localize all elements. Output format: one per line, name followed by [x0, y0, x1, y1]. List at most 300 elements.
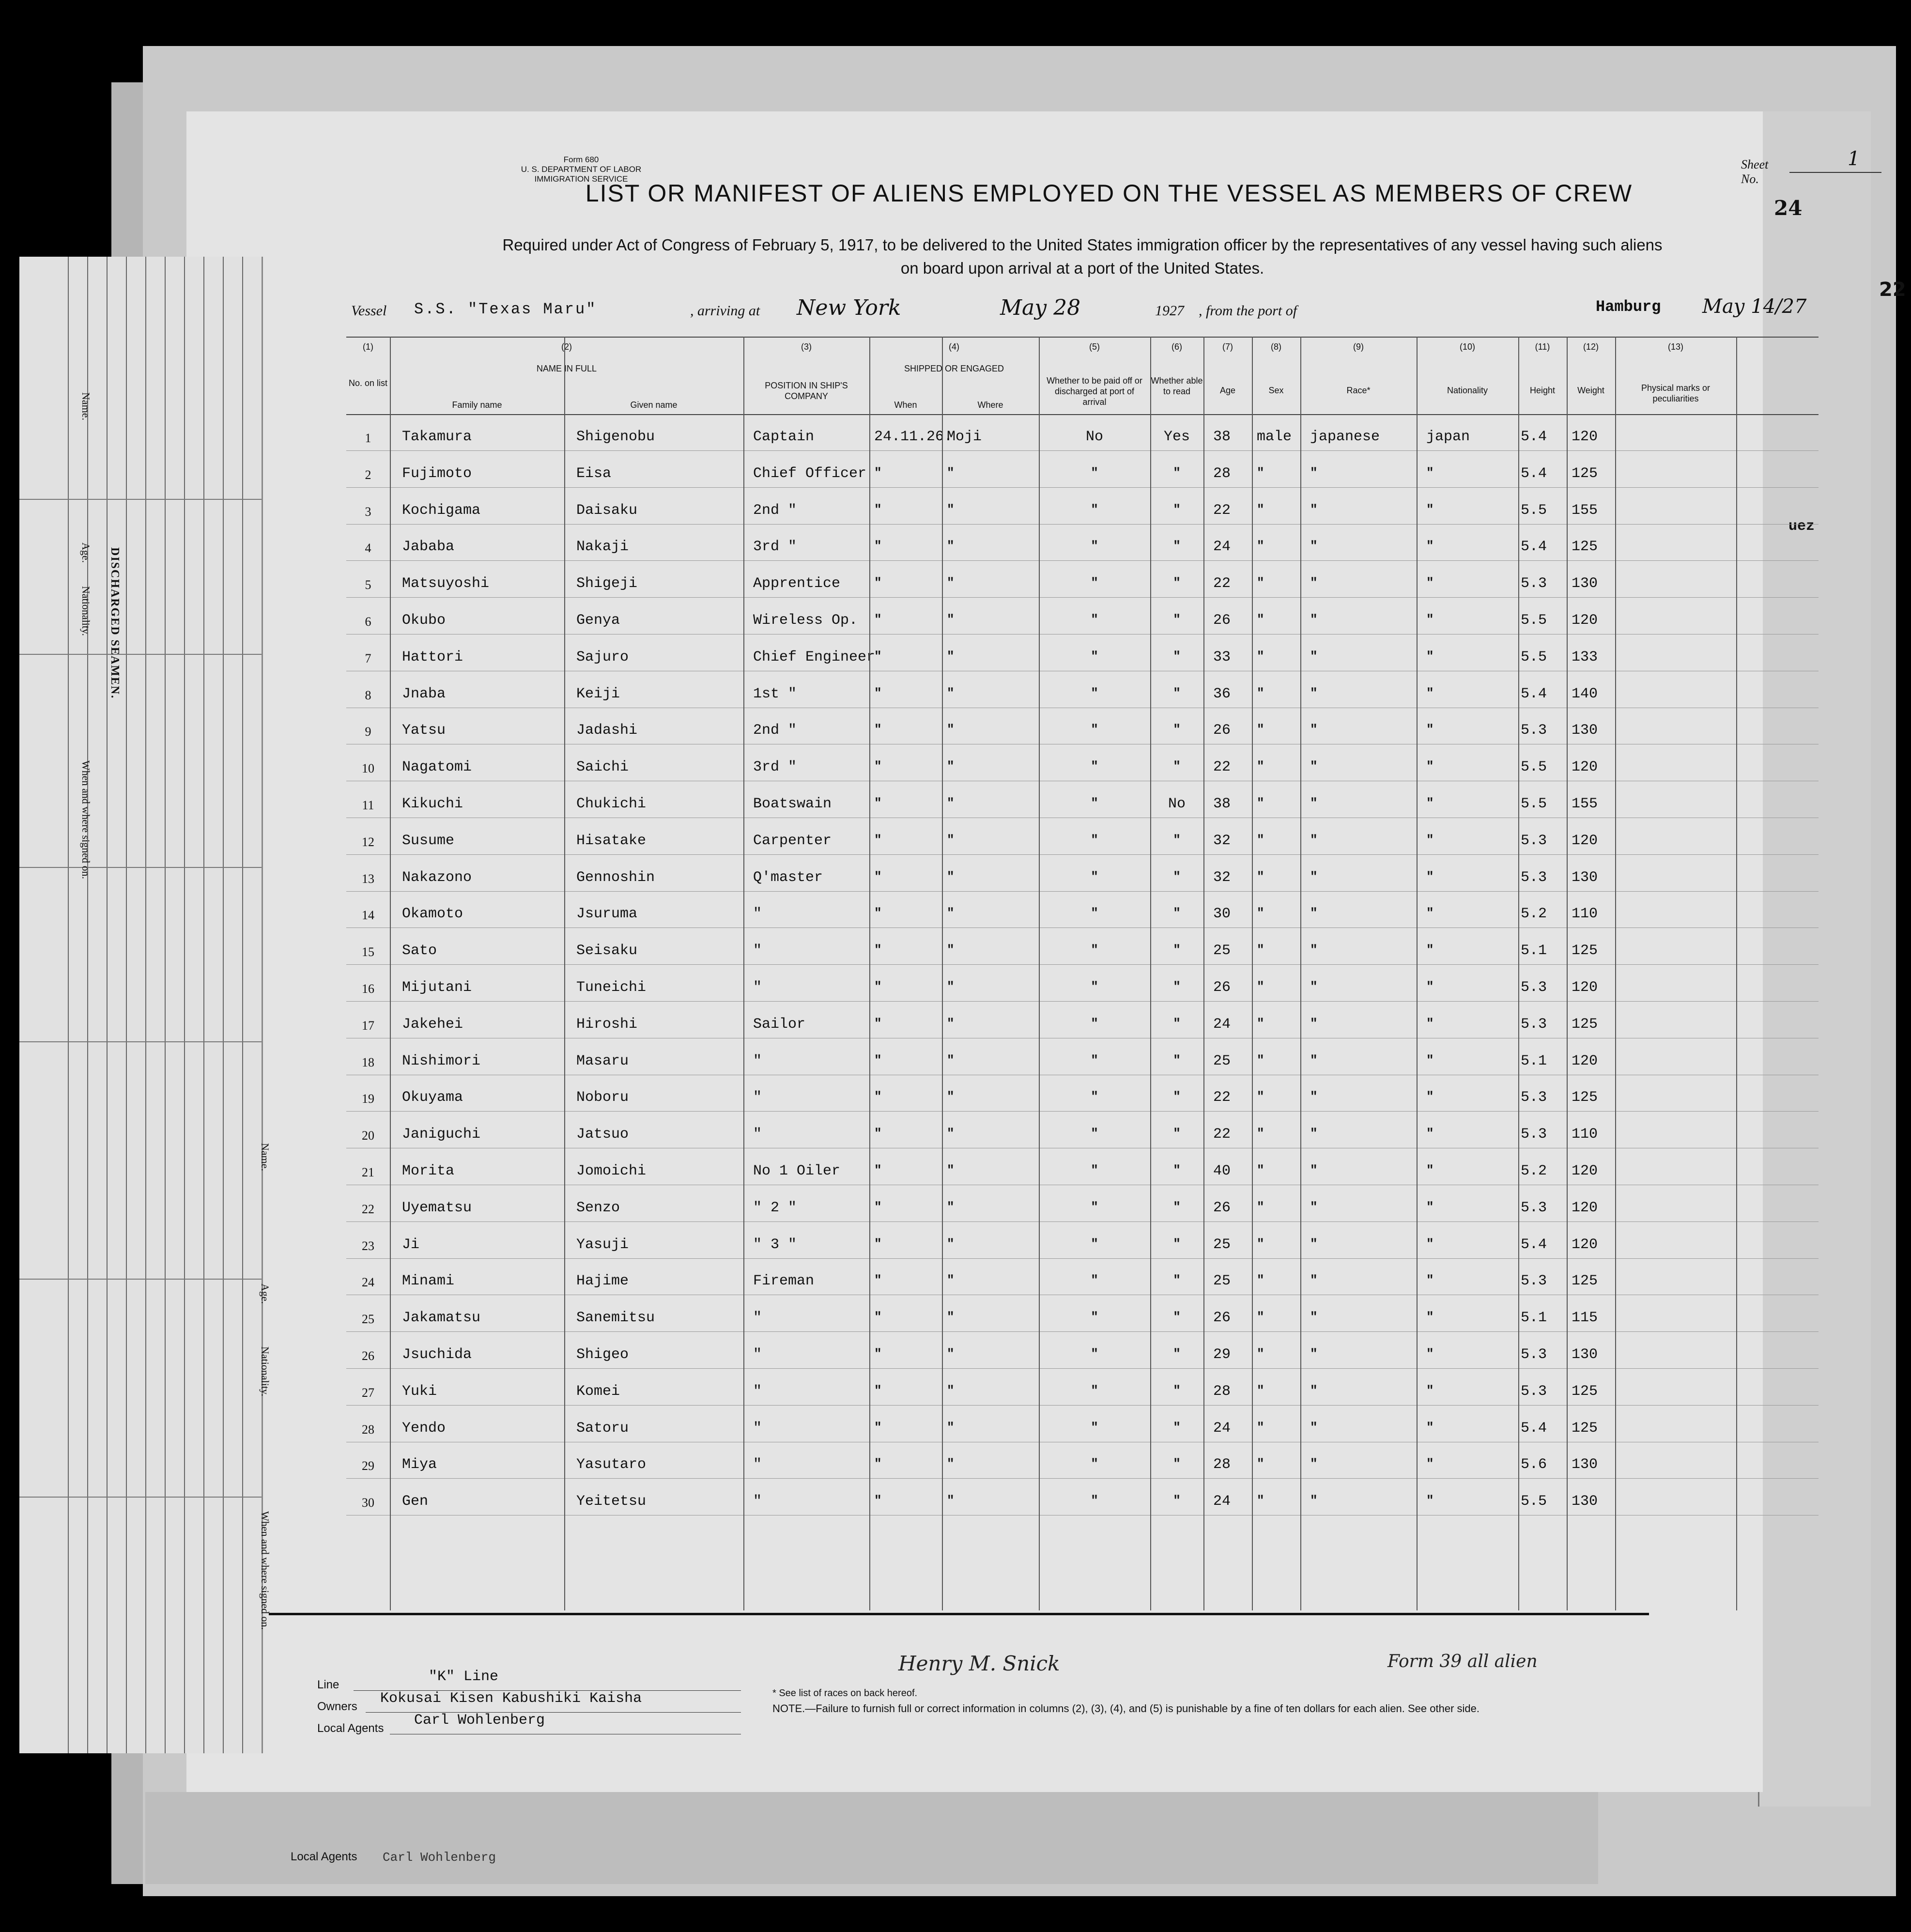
cell-height: 5.4	[1521, 465, 1547, 482]
cell-race: "	[1310, 1420, 1318, 1435]
cell-paid: "	[1091, 1273, 1098, 1288]
cell-race: "	[1310, 1016, 1318, 1031]
cell-age: 32	[1213, 832, 1231, 849]
cell-age: 26	[1213, 1310, 1231, 1327]
cell-paid: "	[1091, 1089, 1098, 1104]
cell-family: Nishimori	[402, 1052, 481, 1069]
sheet-number-label: Sheet No.	[1741, 157, 1769, 186]
cell-sex: "	[1257, 465, 1264, 480]
cell-position: "	[753, 1089, 762, 1106]
cell-nationality: "	[1426, 1420, 1434, 1435]
cell-nationality: "	[1426, 1052, 1434, 1067]
cell-position: Carpenter	[753, 832, 832, 849]
cell-height: 5.3	[1521, 979, 1547, 996]
header-nationality: Nationality	[1447, 386, 1488, 395]
vessel-label: Vessel	[351, 303, 387, 319]
owners-label: Owners	[317, 1700, 357, 1713]
cell-height: 5.5	[1521, 612, 1547, 629]
cell-where: "	[947, 575, 955, 590]
service: IMMIGRATION SERVICE	[534, 174, 628, 184]
cell-read: "	[1173, 832, 1181, 847]
cell-no: 26	[362, 1349, 374, 1363]
cell-race: "	[1310, 832, 1318, 847]
cell-read: "	[1173, 1310, 1181, 1325]
slip-when-where-label: When and where signed on.	[80, 760, 92, 879]
cell-height: 5.3	[1521, 1383, 1547, 1400]
cell-weight: 120	[1572, 1052, 1598, 1069]
cell-when: "	[874, 575, 882, 590]
cell-where: "	[947, 1126, 955, 1141]
cell-family: Jsuchida	[402, 1346, 472, 1363]
cell-when: "	[874, 1420, 882, 1435]
cell-age: 25	[1213, 943, 1231, 959]
cell-where: "	[947, 1163, 955, 1177]
cell-position: Chief Engineer	[753, 649, 876, 665]
cell-height: 5.1	[1521, 943, 1547, 959]
cell-height: 5.4	[1521, 1236, 1547, 1253]
cell-no: 7	[365, 651, 371, 665]
cell-age: 40	[1213, 1163, 1231, 1179]
cell-paid: "	[1091, 722, 1098, 737]
row-rule	[346, 927, 1819, 928]
header-no-on-list: No. on list	[348, 378, 388, 388]
cell-given: Yasuji	[576, 1236, 629, 1253]
cell-sex: "	[1257, 1163, 1264, 1177]
cell-no: 13	[362, 871, 374, 886]
cell-read: "	[1173, 869, 1181, 884]
cell-paid: "	[1091, 906, 1098, 921]
cell-height: 5.4	[1521, 539, 1547, 556]
cell-race: "	[1310, 869, 1318, 884]
cell-nationality: "	[1426, 502, 1434, 517]
cell-where: "	[947, 1052, 955, 1067]
cell-family: Sato	[402, 943, 437, 959]
cell-where: "	[947, 1493, 955, 1508]
cell-no: 11	[362, 798, 374, 812]
cell-family: Nagatomi	[402, 759, 472, 776]
cell-given: Shigeo	[576, 1346, 629, 1363]
cell-position: Chief Officer	[753, 465, 867, 482]
cell-when: "	[874, 1126, 882, 1141]
cell-given: Daisaku	[576, 502, 638, 519]
cell-race: "	[1310, 575, 1318, 590]
cell-paid: "	[1091, 832, 1098, 847]
cell-when: "	[874, 1163, 882, 1177]
header-shipped: SHIPPED OR ENGAGED	[904, 364, 1004, 373]
cell-weight: 130	[1572, 1346, 1598, 1363]
cell-given: Hisatake	[576, 832, 647, 849]
cell-no: 2	[365, 467, 371, 482]
cell-sex: "	[1257, 943, 1264, 958]
cell-weight: 133	[1572, 649, 1598, 665]
cell-no: 30	[362, 1496, 374, 1510]
slip-column-rule	[87, 257, 88, 1753]
cell-age: 25	[1213, 1236, 1231, 1253]
cell-no: 17	[362, 1018, 374, 1033]
row-rule	[346, 1405, 1819, 1406]
col-num-4: (4)	[949, 342, 959, 352]
cell-age: 33	[1213, 649, 1231, 665]
cell-weight: 115	[1572, 1310, 1598, 1327]
cell-when: 24.11.26.	[874, 429, 953, 445]
cell-when: "	[874, 1456, 882, 1471]
col-num-1: (1)	[363, 342, 373, 352]
cell-read: "	[1173, 1456, 1181, 1471]
cell-weight: 130	[1572, 575, 1598, 592]
cell-when: "	[874, 759, 882, 774]
cell-read: "	[1173, 1420, 1181, 1435]
cell-paid: "	[1091, 1016, 1098, 1031]
cell-age: 28	[1213, 465, 1231, 482]
cell-read: "	[1173, 1052, 1181, 1067]
cell-age: 22	[1213, 1126, 1231, 1143]
row-rule	[346, 1221, 1819, 1222]
subtitle-line-2: on board upon arrival at a port of the United States.	[900, 259, 1264, 277]
cell-position: No 1 Oiler	[753, 1163, 841, 1179]
cell-position: " 2 "	[753, 1199, 797, 1216]
departure-date: May 14/27	[1702, 295, 1807, 318]
cell-given: Sajuro	[576, 649, 629, 665]
header-paid-off: Whether to be paid off or discharged at port of arrival	[1047, 376, 1142, 407]
vessel-name: S.S. "Texas Maru"	[414, 300, 597, 318]
cell-paid: "	[1091, 1383, 1098, 1398]
slip-column-rule	[203, 257, 204, 1753]
header-able-to-read: Whether able to read	[1151, 376, 1203, 396]
cell-where: "	[947, 1273, 955, 1288]
cell-race: "	[1310, 612, 1318, 627]
column-rule	[1252, 337, 1253, 1610]
col-num-13: (13)	[1667, 342, 1683, 352]
cell-nationality: "	[1426, 979, 1434, 994]
col-num-12: (12)	[1583, 342, 1599, 352]
cell-height: 5.4	[1521, 429, 1547, 445]
cell-read: "	[1173, 1493, 1181, 1508]
cell-given: Gennoshin	[576, 869, 655, 886]
cell-read: "	[1173, 906, 1181, 921]
cell-where: "	[947, 869, 955, 884]
cell-read: "	[1173, 1126, 1181, 1141]
slip-row-rule	[19, 499, 262, 500]
column-rule	[942, 337, 943, 1610]
arrival-date: May 28	[1000, 295, 1081, 320]
cell-given: Sanemitsu	[576, 1310, 655, 1327]
cell-age: 36	[1213, 685, 1231, 702]
cell-when: "	[874, 979, 882, 994]
cell-weight: 130	[1572, 869, 1598, 886]
col-num-2: (2)	[561, 342, 572, 352]
cell-no: 27	[362, 1385, 374, 1400]
cell-no: 28	[362, 1422, 374, 1437]
cell-given: Shigeji	[576, 575, 638, 592]
cell-sex: "	[1257, 1273, 1264, 1288]
cell-position: Q'master	[753, 869, 823, 886]
cell-read: "	[1173, 1346, 1181, 1361]
slip-name-label-lower: Name.	[259, 1143, 271, 1172]
agents-label: Local Agents	[317, 1722, 384, 1735]
cell-age: 25	[1213, 1052, 1231, 1069]
cell-nationality: "	[1426, 1273, 1434, 1288]
cell-position: Wireless Op.	[753, 612, 858, 629]
cell-position: 1st "	[753, 685, 797, 702]
cell-family: Susume	[402, 832, 455, 849]
cell-nationality: "	[1426, 1163, 1434, 1177]
cell-sex: "	[1257, 1346, 1264, 1361]
cell-read: "	[1173, 759, 1181, 774]
column-rule	[1150, 337, 1151, 1610]
cell-read: "	[1173, 1089, 1181, 1104]
cell-age: 32	[1213, 869, 1231, 886]
cell-read: "	[1173, 1199, 1181, 1214]
cell-weight: 110	[1572, 1126, 1598, 1143]
cell-height: 5.3	[1521, 1126, 1547, 1143]
cell-given: Eisa	[576, 465, 612, 482]
row-rule	[346, 560, 1819, 561]
column-rule	[1615, 337, 1616, 1610]
agents-value: Carl Wohlenberg	[414, 1712, 545, 1729]
cell-position: " 3 "	[753, 1236, 797, 1253]
header-when: When	[894, 400, 917, 410]
cell-height: 5.5	[1521, 796, 1547, 812]
cell-position: Fireman	[753, 1273, 815, 1290]
cell-family: Yendo	[402, 1420, 446, 1437]
cell-nationality: japan	[1426, 429, 1470, 445]
cell-sex: "	[1257, 1016, 1264, 1031]
cell-read: "	[1173, 465, 1181, 480]
page-subtitle	[332, 233, 1833, 280]
cell-sex: "	[1257, 575, 1264, 590]
races-note: * See list of races on back hereof.	[772, 1688, 918, 1699]
cell-nationality: "	[1426, 906, 1434, 921]
column-rule	[390, 337, 391, 1610]
cell-position: "	[753, 1383, 762, 1400]
cell-where: "	[947, 502, 955, 517]
cell-weight: 125	[1572, 1089, 1598, 1106]
cell-where: "	[947, 1236, 955, 1251]
cell-height: 5.3	[1521, 1199, 1547, 1216]
cell-family: Matsuyoshi	[402, 575, 490, 592]
cell-family: Janiguchi	[402, 1126, 481, 1143]
cell-race: "	[1310, 649, 1318, 664]
cell-height: 5.3	[1521, 575, 1547, 592]
cell-read: "	[1173, 612, 1181, 627]
cell-paid: "	[1091, 1126, 1098, 1141]
cell-weight: 120	[1572, 1236, 1598, 1253]
cell-weight: 125	[1572, 943, 1598, 959]
row-rule	[346, 450, 1819, 451]
cell-family: Yuki	[402, 1383, 437, 1400]
cell-weight: 125	[1572, 1383, 1598, 1400]
cell-weight: 120	[1572, 759, 1598, 776]
cell-family: Fujimoto	[402, 465, 472, 482]
cell-nationality: "	[1426, 575, 1434, 590]
cell-given: Saichi	[576, 759, 629, 776]
cell-family: Uyematsu	[402, 1199, 472, 1216]
col-num-7: (7)	[1222, 342, 1233, 352]
cell-weight: 120	[1572, 979, 1598, 996]
column-rule	[1300, 337, 1301, 1610]
cell-race: "	[1310, 759, 1318, 774]
cell-weight: 130	[1572, 1493, 1598, 1510]
cell-where: "	[947, 539, 955, 554]
cell-paid: "	[1091, 1456, 1098, 1471]
cell-age: 22	[1213, 575, 1231, 592]
cell-height: 5.6	[1521, 1456, 1547, 1473]
cell-sex: "	[1257, 906, 1264, 921]
cell-where: "	[947, 1346, 955, 1361]
cell-race: "	[1310, 1273, 1318, 1288]
cell-when: "	[874, 832, 882, 847]
cell-when: "	[874, 1089, 882, 1104]
cell-where: "	[947, 1456, 955, 1471]
cell-position: Sailor	[753, 1016, 806, 1033]
cell-position: 3rd "	[753, 759, 797, 776]
cell-nationality: "	[1426, 943, 1434, 958]
header-where: Where	[977, 400, 1003, 410]
cell-nationality: "	[1426, 1493, 1434, 1508]
cell-family: Jakehei	[402, 1016, 463, 1033]
column-rule	[1567, 337, 1568, 1610]
cell-no: 3	[365, 504, 371, 519]
cell-race: "	[1310, 979, 1318, 994]
cell-weight: 125	[1572, 465, 1598, 482]
cell-when: "	[874, 1016, 882, 1031]
column-rule	[564, 337, 565, 1610]
cell-race: "	[1310, 1199, 1318, 1214]
form-number: Form 680	[563, 155, 599, 164]
slip-nationality-label: Nationality.	[80, 586, 92, 636]
cell-age: 25	[1213, 1273, 1231, 1290]
cell-family: Miya	[402, 1456, 437, 1473]
cell-paid: "	[1091, 649, 1098, 664]
cell-nationality: "	[1426, 539, 1434, 554]
cell-height: 5.3	[1521, 1346, 1547, 1363]
cell-when: "	[874, 1236, 882, 1251]
header-given-name: Given name	[630, 400, 678, 410]
manifest-footer	[186, 1642, 1763, 1797]
cell-no: 10	[362, 761, 374, 776]
cell-read: "	[1173, 722, 1181, 737]
slip-age-label: Age.	[80, 542, 92, 563]
cell-age: 22	[1213, 502, 1231, 519]
cell-race: "	[1310, 1456, 1318, 1471]
cell-position: "	[753, 1126, 762, 1143]
cell-sex: "	[1257, 612, 1264, 627]
cell-weight: 155	[1572, 796, 1598, 812]
slip-column-rule	[107, 257, 108, 1753]
cell-race: "	[1310, 796, 1318, 810]
cell-where: "	[947, 1089, 955, 1104]
cell-race: "	[1310, 539, 1318, 554]
column-rule	[743, 337, 744, 1610]
manifest-mark: 22	[1879, 278, 1906, 301]
cell-given: Genya	[576, 612, 620, 629]
cell-weight: 125	[1572, 1420, 1598, 1437]
cell-nationality: "	[1426, 1383, 1434, 1398]
col-num-8: (8)	[1271, 342, 1281, 352]
sheet-number-line	[1789, 172, 1881, 173]
cell-nationality: "	[1426, 796, 1434, 810]
slip-column-rule	[165, 257, 166, 1753]
cell-family: Minami	[402, 1273, 455, 1290]
header-family-name: Family name	[452, 400, 502, 410]
cell-given: Chukichi	[576, 796, 647, 812]
slip-nationality-label-lower: Nationality.	[259, 1346, 271, 1397]
cell-paid: "	[1091, 1052, 1098, 1067]
cell-read: "	[1173, 502, 1181, 517]
cell-weight: 130	[1572, 722, 1598, 739]
cell-position: Apprentice	[753, 575, 841, 592]
cell-when: "	[874, 1493, 882, 1508]
cell-race: "	[1310, 1126, 1318, 1141]
header-age: Age	[1219, 386, 1236, 395]
slip-row-rule	[19, 1497, 262, 1498]
cell-read: "	[1173, 1163, 1181, 1177]
row-rule	[346, 891, 1819, 892]
cell-age: 22	[1213, 1089, 1231, 1106]
cell-nationality: "	[1426, 832, 1434, 847]
cell-when: "	[874, 1273, 882, 1288]
cell-no: 29	[362, 1459, 374, 1473]
table-bottom-rule	[269, 1613, 1649, 1615]
cell-when: "	[874, 1199, 882, 1214]
row-rule	[346, 1331, 1819, 1332]
cell-sex: "	[1257, 649, 1264, 664]
row-rule	[346, 524, 1819, 525]
cell-paid: "	[1091, 759, 1098, 774]
cell-height: 5.3	[1521, 722, 1547, 739]
cell-no: 25	[362, 1312, 374, 1327]
cell-race: "	[1310, 1089, 1318, 1104]
cell-race: "	[1310, 1310, 1318, 1325]
cell-paid: "	[1091, 869, 1098, 884]
col-num-5: (5)	[1089, 342, 1100, 352]
cell-given: Komei	[576, 1383, 620, 1400]
cell-no: 6	[365, 615, 371, 629]
cell-age: 26	[1213, 612, 1231, 629]
master-signature: Henry M. Snick	[898, 1652, 1060, 1675]
cell-sex: "	[1257, 1310, 1264, 1325]
cell-given: Nakaji	[576, 539, 629, 556]
cell-age: 26	[1213, 1199, 1231, 1216]
strip-agents-value: Carl Wohlenberg	[383, 1850, 496, 1865]
cell-no: 14	[362, 908, 374, 923]
cell-read: No	[1168, 796, 1186, 812]
cell-no: 15	[362, 945, 374, 959]
slip-when-where-label-lower: When and where signed on.	[259, 1511, 271, 1630]
cell-where: "	[947, 943, 955, 958]
cell-height: 5.5	[1521, 1493, 1547, 1510]
cell-where: "	[947, 759, 955, 774]
cell-age: 30	[1213, 906, 1231, 923]
cell-weight: 130	[1572, 1456, 1598, 1473]
cell-no: 16	[362, 982, 374, 996]
cell-no: 23	[362, 1238, 374, 1253]
vessel-line	[351, 295, 1911, 322]
sheet-number-value: 1	[1848, 148, 1860, 170]
cell-sex: "	[1257, 1383, 1264, 1398]
cell-when: "	[874, 796, 882, 810]
cell-nationality: "	[1426, 1089, 1434, 1104]
cell-no: 20	[362, 1128, 374, 1143]
cell-nationality: "	[1426, 649, 1434, 664]
from-port-label: , from the port of	[1199, 303, 1297, 319]
cell-given: Keiji	[576, 685, 620, 702]
cell-sex: "	[1257, 1456, 1264, 1471]
column-rule	[869, 337, 870, 1610]
header-sex: Sex	[1268, 386, 1284, 395]
cell-race: "	[1310, 722, 1318, 737]
slip-column-rule	[223, 257, 224, 1753]
